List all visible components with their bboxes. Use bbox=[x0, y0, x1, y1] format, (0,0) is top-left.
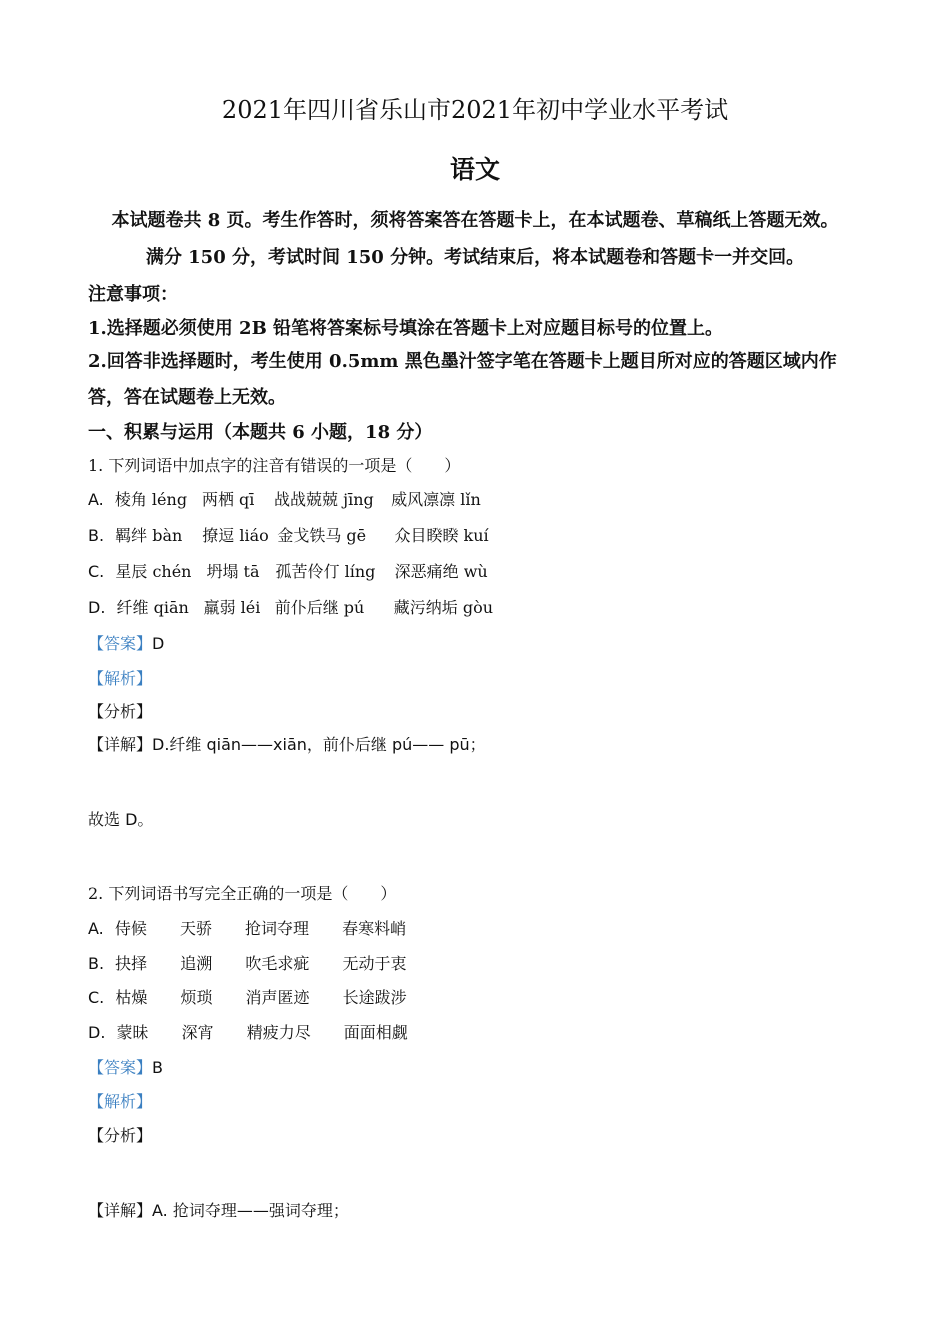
question-1-conclusion: 故选 D。 bbox=[88, 810, 154, 829]
answer-tag: 【答案】 bbox=[88, 634, 153, 653]
option-word: 吹毛求疵 bbox=[245, 954, 310, 973]
answer-value: D bbox=[152, 634, 165, 653]
detail-tag: 【详解】 bbox=[88, 735, 153, 754]
option-word: 金戈铁马 gē bbox=[277, 526, 367, 545]
option-label: C. bbox=[88, 988, 105, 1007]
option-word: 枯燥 bbox=[115, 988, 148, 1007]
answer-value: B bbox=[152, 1058, 163, 1077]
question-2-fenxi-tag: 【分析】 bbox=[88, 1126, 153, 1145]
question-2-option-a bbox=[88, 916, 406, 939]
question-1-option-a bbox=[88, 487, 481, 510]
option-label: A. bbox=[88, 490, 104, 509]
option-word: 蒙昧 bbox=[116, 1023, 149, 1042]
question-1-answer bbox=[88, 631, 164, 654]
option-word: 棱角 léng bbox=[114, 490, 188, 509]
question-2-stem: 2. 下列词语书写完全正确的一项是（ ） bbox=[88, 884, 397, 903]
option-label: B. bbox=[88, 526, 105, 545]
intro-line-2: 满分 150 分，考试时间 150 分钟。考试结束后，将本试题卷和答题卡一并交回。 bbox=[145, 247, 805, 268]
option-label: D. bbox=[88, 1023, 106, 1042]
question-2-option-c bbox=[88, 985, 407, 1008]
option-word: 消声匿迹 bbox=[245, 988, 310, 1007]
intro-line-1: 本试题卷共 8 页。考生作答时，须将答案答在答题卡上，在本试题卷、草稿纸上答题无效。 bbox=[111, 210, 839, 231]
notes-item-2-cont: 答，答在试题卷上无效。 bbox=[88, 387, 286, 408]
question-2-option-d bbox=[88, 1020, 408, 1043]
option-word: 星辰 chén bbox=[115, 562, 192, 581]
section-heading: 一、积累与运用（本题共 6 小题，18 分） bbox=[88, 422, 433, 443]
option-word: 抉择 bbox=[115, 954, 148, 973]
option-word: 侍候 bbox=[114, 919, 147, 938]
option-word: 无动于衷 bbox=[342, 954, 407, 973]
option-word: 烦琐 bbox=[180, 988, 213, 1007]
option-word: 精疲力尽 bbox=[246, 1023, 311, 1042]
option-word: 长途跋涉 bbox=[342, 988, 407, 1007]
option-label: D. bbox=[88, 598, 106, 617]
question-1-detail bbox=[88, 732, 486, 755]
question-2-option-b bbox=[88, 951, 406, 974]
option-word: 追溯 bbox=[180, 954, 213, 973]
option-word: 羸弱 léi bbox=[203, 598, 261, 617]
option-label: B. bbox=[88, 954, 105, 973]
detail-tag: 【详解】 bbox=[88, 1201, 153, 1220]
question-1-stem: 1. 下列词语中加点字的注音有错误的一项是（ ） bbox=[88, 456, 461, 475]
option-word: 春寒料峭 bbox=[342, 919, 407, 938]
detail-text: D.纤维 qiān——xiān，前仆后继 pú—— pū； bbox=[152, 735, 486, 754]
option-word: 众目睽睽 kuí bbox=[394, 526, 489, 545]
question-1-option-b bbox=[88, 523, 489, 546]
notes-item-2: 2.回答非选择题时，考生使用 0.5mm 黑色墨汁签字笔在答题卡上题目所对应的答题区域内作 bbox=[88, 351, 837, 372]
answer-tag: 【答案】 bbox=[88, 1058, 153, 1077]
option-word: 深恶痛绝 wù bbox=[394, 562, 488, 581]
option-word: 战战兢兢 jīng bbox=[274, 490, 374, 509]
option-word: 天骄 bbox=[179, 919, 212, 938]
question-2-analysis-tag: 【解析】 bbox=[88, 1092, 153, 1111]
subject-title: 语文 bbox=[449, 155, 500, 184]
option-word: 藏污纳垢 gòu bbox=[393, 598, 494, 617]
question-1-analysis-tag: 【解析】 bbox=[88, 669, 153, 688]
option-word: 威风凛凛 lǐn bbox=[391, 490, 481, 509]
option-word: 抢词夺理 bbox=[245, 919, 310, 938]
option-word: 羁绊 bàn bbox=[115, 526, 183, 545]
option-word: 孤苦伶仃 líng bbox=[275, 562, 376, 581]
notes-item-1: 1.选择题必须使用 2B 铅笔将答案标号填涂在答题卡上对应题目标号的位置上。 bbox=[88, 318, 724, 339]
option-word: 坍塌 tā bbox=[206, 562, 260, 581]
option-word: 两栖 qī bbox=[201, 490, 255, 509]
option-word: 纤维 qiān bbox=[116, 598, 189, 617]
exam-title: 2021年四川省乐山市2021年初中学业水平考试 bbox=[221, 96, 729, 124]
option-word: 深宵 bbox=[181, 1023, 214, 1042]
option-word: 撩逗 liáo bbox=[202, 526, 269, 545]
question-2-detail bbox=[88, 1198, 349, 1221]
question-1-option-d bbox=[88, 595, 493, 618]
detail-text: A. 抢词夺理——强词夺理； bbox=[152, 1201, 349, 1220]
option-label: C. bbox=[88, 562, 105, 581]
notes-heading: 注意事项： bbox=[88, 284, 178, 305]
question-2-answer bbox=[88, 1055, 163, 1078]
question-1-option-c bbox=[88, 559, 488, 582]
option-label: A. bbox=[88, 919, 104, 938]
option-word: 面面相觑 bbox=[343, 1023, 408, 1042]
question-1-fenxi-tag: 【分析】 bbox=[88, 702, 153, 721]
option-word: 前仆后继 pú bbox=[274, 598, 365, 617]
